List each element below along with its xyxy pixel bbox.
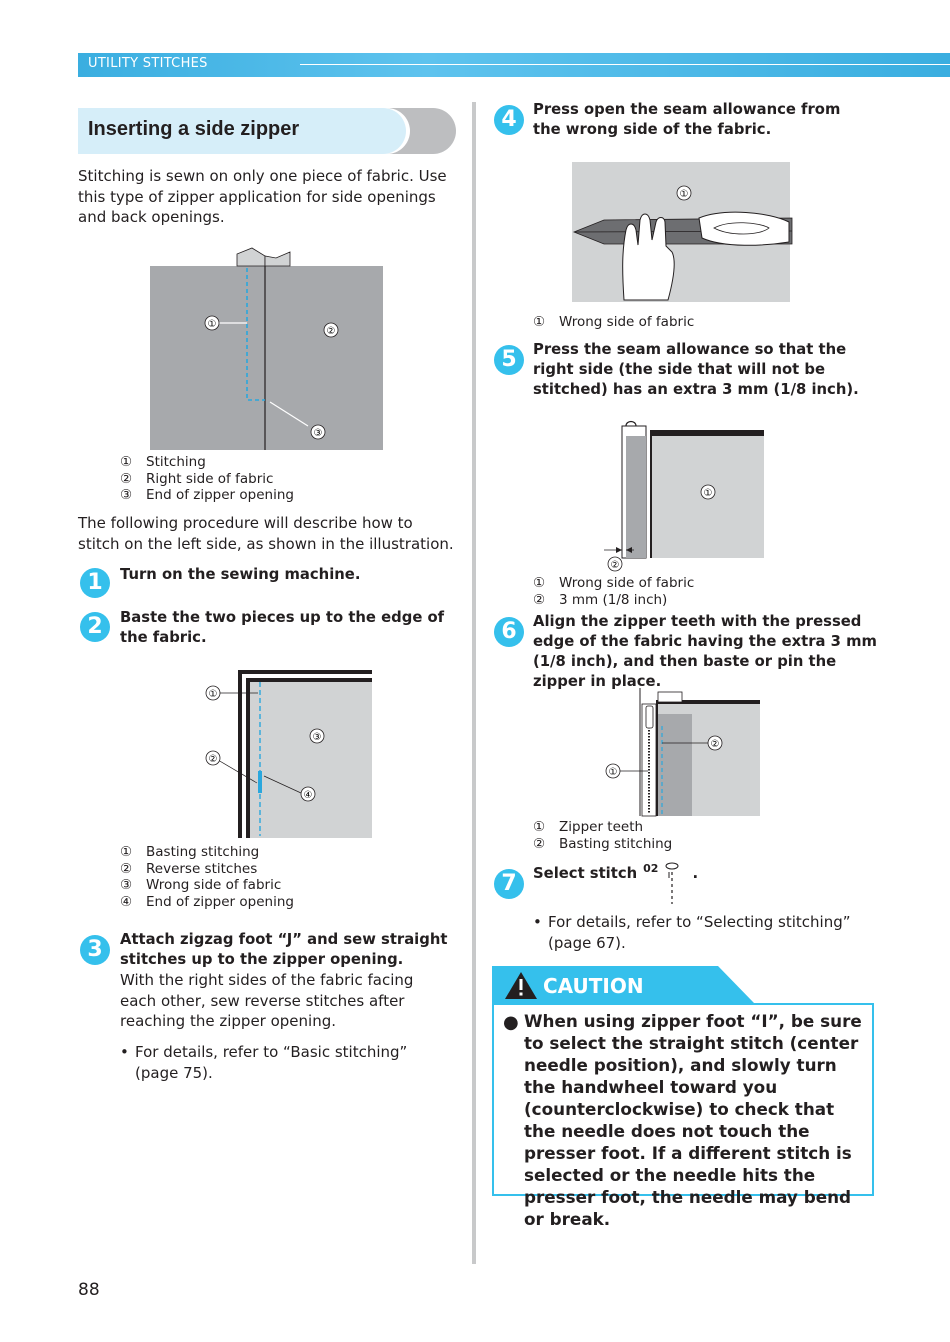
zipper-pull-icon	[646, 706, 653, 728]
figure-zipper-placement	[598, 686, 762, 818]
callout-2: ②	[326, 326, 336, 337]
page-title-box	[78, 108, 456, 154]
step-3-title: Attach zigzag foot “J” and sew straight stitches up to the zipper opening.	[120, 931, 448, 968]
svg-text:②: ②	[610, 560, 620, 571]
step-5-number: 5	[494, 345, 524, 375]
caution-text: When using zipper foot “I”, be sure to select the straight stitch (center needle position), and slowly turn the handwheel toward you (counterclockwise) to check that the needle does not touch the presser foot. If a different stitch is selected or the needle hits the presser foot, the needle may bend or break.	[524, 1011, 862, 1229]
figure2-legend: ① Basting stitching ② Reverse stitches ③ Wrong side of fabric ④ End of zipper opening	[120, 844, 294, 911]
caution-bullet: ●	[503, 1012, 519, 1033]
callout-1: ①	[207, 319, 217, 330]
section-label: UTILITY STITCHES	[88, 56, 208, 71]
svg-text:①: ①	[703, 488, 713, 499]
step-4-title: Press open the seam allowance from the wrong side of the fabric.	[533, 101, 841, 138]
step-2-title: Baste the two pieces up to the edge of the fabric.	[120, 609, 445, 646]
step-7-period: .	[692, 865, 699, 882]
svg-text:②: ②	[710, 739, 720, 750]
stitch-code: 02	[643, 862, 659, 875]
figure-pressing	[564, 160, 794, 306]
header-rule	[300, 64, 950, 65]
figure-basting	[200, 668, 380, 840]
step-7-title: Select stitch	[533, 865, 638, 882]
step-3-body: With the right sides of the fabric facing each other, sew reverse stitches after reaching the zipper opening.	[120, 971, 414, 1030]
figure6-legend: ① Zipper teeth ② Basting stitching	[533, 819, 673, 852]
straight-stitch-icon	[662, 862, 682, 906]
figure4-legend: ① Wrong side of fabric	[533, 314, 695, 330]
fabric-right-side	[150, 266, 383, 450]
column-divider	[472, 102, 476, 1264]
step-4-number: 4	[494, 105, 524, 135]
intro-text: Stitching is sewn on only one piece of fabric. Use this type of zipper application for side openings and back openings.	[78, 167, 447, 226]
figure-extra-allowance	[596, 418, 768, 574]
svg-text:②: ②	[208, 754, 218, 765]
pressed-edge	[626, 436, 646, 558]
iron-icon	[699, 212, 789, 245]
svg-text:④: ④	[303, 790, 313, 801]
step-1-title: Turn on the sewing machine.	[120, 566, 361, 583]
step-7-title-row	[533, 862, 698, 906]
step-7-number: 7	[494, 869, 524, 899]
svg-text:①: ①	[679, 189, 689, 200]
callout-3: ③	[313, 428, 323, 439]
figure-side-zipper-overview	[140, 246, 390, 454]
page-number: 88	[78, 1280, 100, 1300]
step-6-number: 6	[494, 617, 524, 647]
svg-text:①: ①	[608, 767, 618, 778]
step-6-title: Align the zipper teeth with the pressed edge of the fabric having the extra 3 mm (1/8 inch), and then baste or pin the zipper in place.	[533, 613, 877, 690]
step-3-bullet: • For details, refer to “Basic stitching” (page 75).	[120, 1043, 408, 1082]
svg-text:①: ①	[208, 689, 218, 700]
fabric-wrong-side	[250, 682, 372, 838]
reverse-stitches	[258, 771, 262, 793]
caution-label: CAUTION	[543, 974, 644, 998]
step-1-number: 1	[80, 568, 110, 598]
step-7-bullet: • For details, refer to “Selecting stitching” (page 67).	[533, 913, 851, 952]
page-title: Inserting a side zipper	[88, 118, 300, 140]
step-3-number: 3	[80, 935, 110, 965]
procedure-text: The following procedure will describe how to stitch on the left side, as shown in the illustration.	[78, 514, 454, 553]
step-5-title: Press the seam allowance so that the right side (the side that will not be stitched) has an extra 3 mm (1/8 inch).	[533, 341, 859, 398]
step-2-number: 2	[80, 612, 110, 642]
figure1-legend: ① Stitching ② Right side of fabric ③ End of zipper opening	[120, 454, 294, 504]
section-header-bar	[78, 53, 950, 77]
caution-header	[492, 966, 754, 1003]
figure5-legend: ① Wrong side of fabric ② 3 mm (1/8 inch)	[533, 575, 695, 608]
svg-text:③: ③	[312, 732, 322, 743]
pressed-edge	[658, 714, 692, 816]
